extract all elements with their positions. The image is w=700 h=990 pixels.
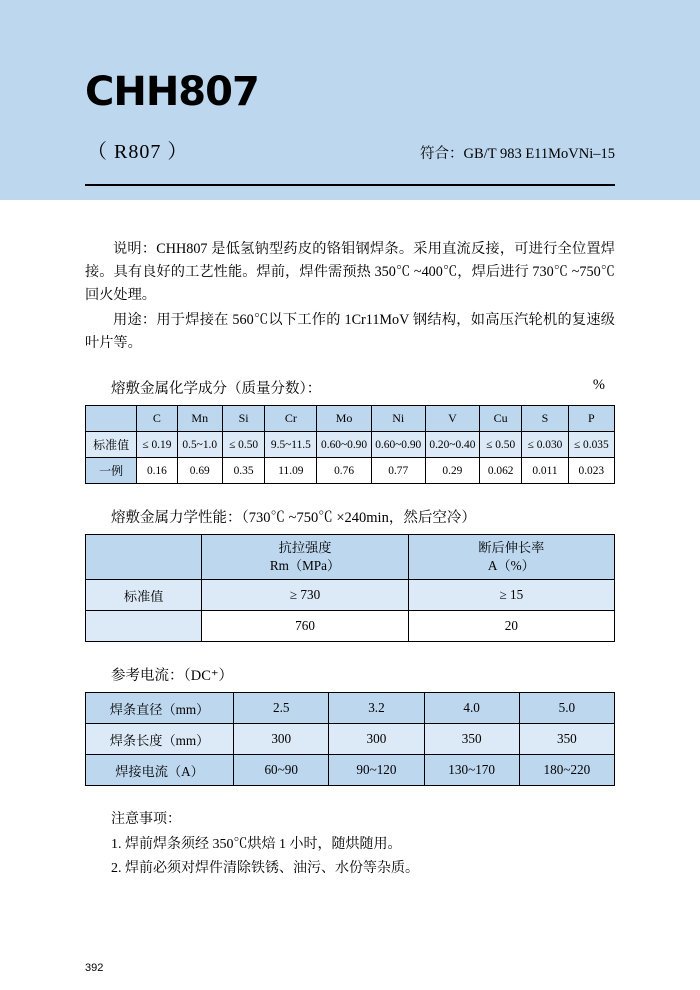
- description-paragraph: 说明：CHH807 是低氢钠型药皮的铬钼钢焊条。采用直流反接，可进行全位置焊接。具有良好的工艺性能。焊前，焊件需预热 350℃ ~400℃，焊后进行 730℃ ~750℃回火处理。: [85, 241, 615, 303]
- current-section-title: 参考电流：（DC⁺）: [111, 668, 234, 684]
- cur-row2-label: 焊接电流（A）: [86, 755, 234, 786]
- chemical-composition-table: [85, 405, 615, 484]
- mech-row0-val1: ≥ 15: [408, 580, 614, 611]
- cur-row0-val1: 3.2: [329, 693, 424, 724]
- notes-title: 注意事项：: [111, 812, 181, 827]
- notes-item-2: 2. 焊前必须对焊件清除铁锈、油污、水份等杂质。: [111, 861, 419, 876]
- mech-col-2: [408, 535, 614, 580]
- usage-paragraph: 用途：用于焊接在 560℃以下工作的 1Cr11MoV 钢结构，如高压汽轮机的复速级叶片等。: [85, 312, 615, 351]
- product-code: CHH807: [85, 69, 259, 115]
- cur-row1-val3: 350: [519, 724, 614, 755]
- chem-row0-val4: 0.60~0.90: [317, 432, 371, 458]
- mech-row1-label: [86, 611, 202, 642]
- standard-reference: 符合：GB/T 983 E11MoVNi–15: [420, 146, 615, 162]
- table-row: [86, 406, 615, 432]
- table-row: [86, 693, 615, 724]
- chem-row1-val5: 0.77: [371, 458, 425, 484]
- header-divider: [85, 184, 615, 186]
- chem-col-1: C: [137, 406, 177, 432]
- chem-row0-val0: ≤ 0.19: [137, 432, 177, 458]
- chem-col-9: S: [522, 406, 568, 432]
- reference-current-table: [85, 692, 615, 786]
- cur-row0-val0: 2.5: [234, 693, 329, 724]
- chem-title-text: 熔敷金属化学成分（质量分数）：: [111, 381, 322, 397]
- table-row: [86, 580, 615, 611]
- mech-col2-line2: A（%）: [487, 558, 535, 573]
- notes-item-1: 1. 焊前焊条须经 350℃烘焙 1 小时，随烘随用。: [111, 836, 402, 852]
- cur-row2-val3: 180~220: [519, 755, 614, 786]
- mech-row0-val0: ≥ 730: [202, 580, 408, 611]
- chem-col-7: V: [425, 406, 479, 432]
- mech-col-1: [202, 535, 408, 580]
- chem-row0-val2: ≤ 0.50: [222, 432, 264, 458]
- chem-row0-val8: ≤ 0.030: [522, 432, 568, 458]
- chem-row0-val6: 0.20~0.40: [425, 432, 479, 458]
- mech-row1-val0: 760: [202, 611, 408, 642]
- chem-section-title: [111, 377, 615, 398]
- mech-col1-line2: Rm（MPa）: [269, 558, 341, 573]
- chem-col-8: Cu: [479, 406, 521, 432]
- mech-col1-line1: 抗拉强度: [278, 540, 332, 556]
- mech-row0-label: 标准值: [86, 580, 202, 611]
- chem-row1-val9: 0.023: [568, 458, 614, 484]
- cur-row0-val3: 5.0: [519, 693, 614, 724]
- mech-row1-val1: 20: [408, 611, 614, 642]
- chem-row0-label: 标准值: [86, 432, 137, 458]
- table-row: [86, 611, 615, 642]
- table-row: [86, 535, 615, 580]
- chem-row1-label: 一例: [86, 458, 137, 484]
- chem-col-2: Mn: [177, 406, 222, 432]
- chem-col-4: Cr: [265, 406, 317, 432]
- cur-row1-val0: 300: [234, 724, 329, 755]
- chem-row1-val4: 0.76: [317, 458, 371, 484]
- table-row: [86, 432, 615, 458]
- chem-row1-val6: 0.29: [425, 458, 479, 484]
- table-row: [86, 458, 615, 484]
- chem-col-10: P: [568, 406, 614, 432]
- header-band: [0, 0, 700, 200]
- chem-col-0: [86, 406, 137, 432]
- chem-row1-val1: 0.69: [177, 458, 222, 484]
- cur-row0-label: 焊条直径（mm）: [86, 693, 234, 724]
- cur-row0-val2: 4.0: [424, 693, 519, 724]
- chem-col-6: Ni: [371, 406, 425, 432]
- cur-row1-label: 焊条长度（mm）: [86, 724, 234, 755]
- chem-row1-val7: 0.062: [479, 458, 521, 484]
- cur-row2-val0: 60~90: [234, 755, 329, 786]
- header-content: [85, 0, 615, 200]
- chem-row1-val0: 0.16: [137, 458, 177, 484]
- chem-row0-val9: ≤ 0.035: [568, 432, 614, 458]
- cur-row2-val2: 130~170: [424, 755, 519, 786]
- table-row: [86, 755, 615, 786]
- mechanical-properties-table: [85, 534, 615, 642]
- table-row: [86, 724, 615, 755]
- cur-row1-val2: 350: [424, 724, 519, 755]
- cur-row1-val1: 300: [329, 724, 424, 755]
- chem-row0-val7: ≤ 0.50: [479, 432, 521, 458]
- chem-col-3: Si: [222, 406, 264, 432]
- chem-row1-val8: 0.011: [522, 458, 568, 484]
- chem-row1-val3: 11.09: [265, 458, 317, 484]
- mech-section-title: 熔敷金属力学性能：（730℃ ~750℃ ×240min，然后空冷）: [111, 510, 476, 526]
- page-number: 392: [85, 962, 104, 974]
- document-content: [85, 238, 615, 882]
- chem-row0-val1: 0.5~1.0: [177, 432, 222, 458]
- product-alt-code: （ R807 ）: [87, 141, 189, 163]
- chem-row1-val2: 0.35: [222, 458, 264, 484]
- chem-unit: %: [592, 377, 605, 393]
- chem-row0-val5: 0.60~0.90: [371, 432, 425, 458]
- chem-col-5: Mo: [317, 406, 371, 432]
- notes-section: [85, 808, 615, 882]
- cur-row2-val1: 90~120: [329, 755, 424, 786]
- chem-row0-val3: 9.5~11.5: [265, 432, 317, 458]
- mech-col2-line1: 断后伸长率: [478, 540, 545, 556]
- mech-col-0: [86, 535, 202, 580]
